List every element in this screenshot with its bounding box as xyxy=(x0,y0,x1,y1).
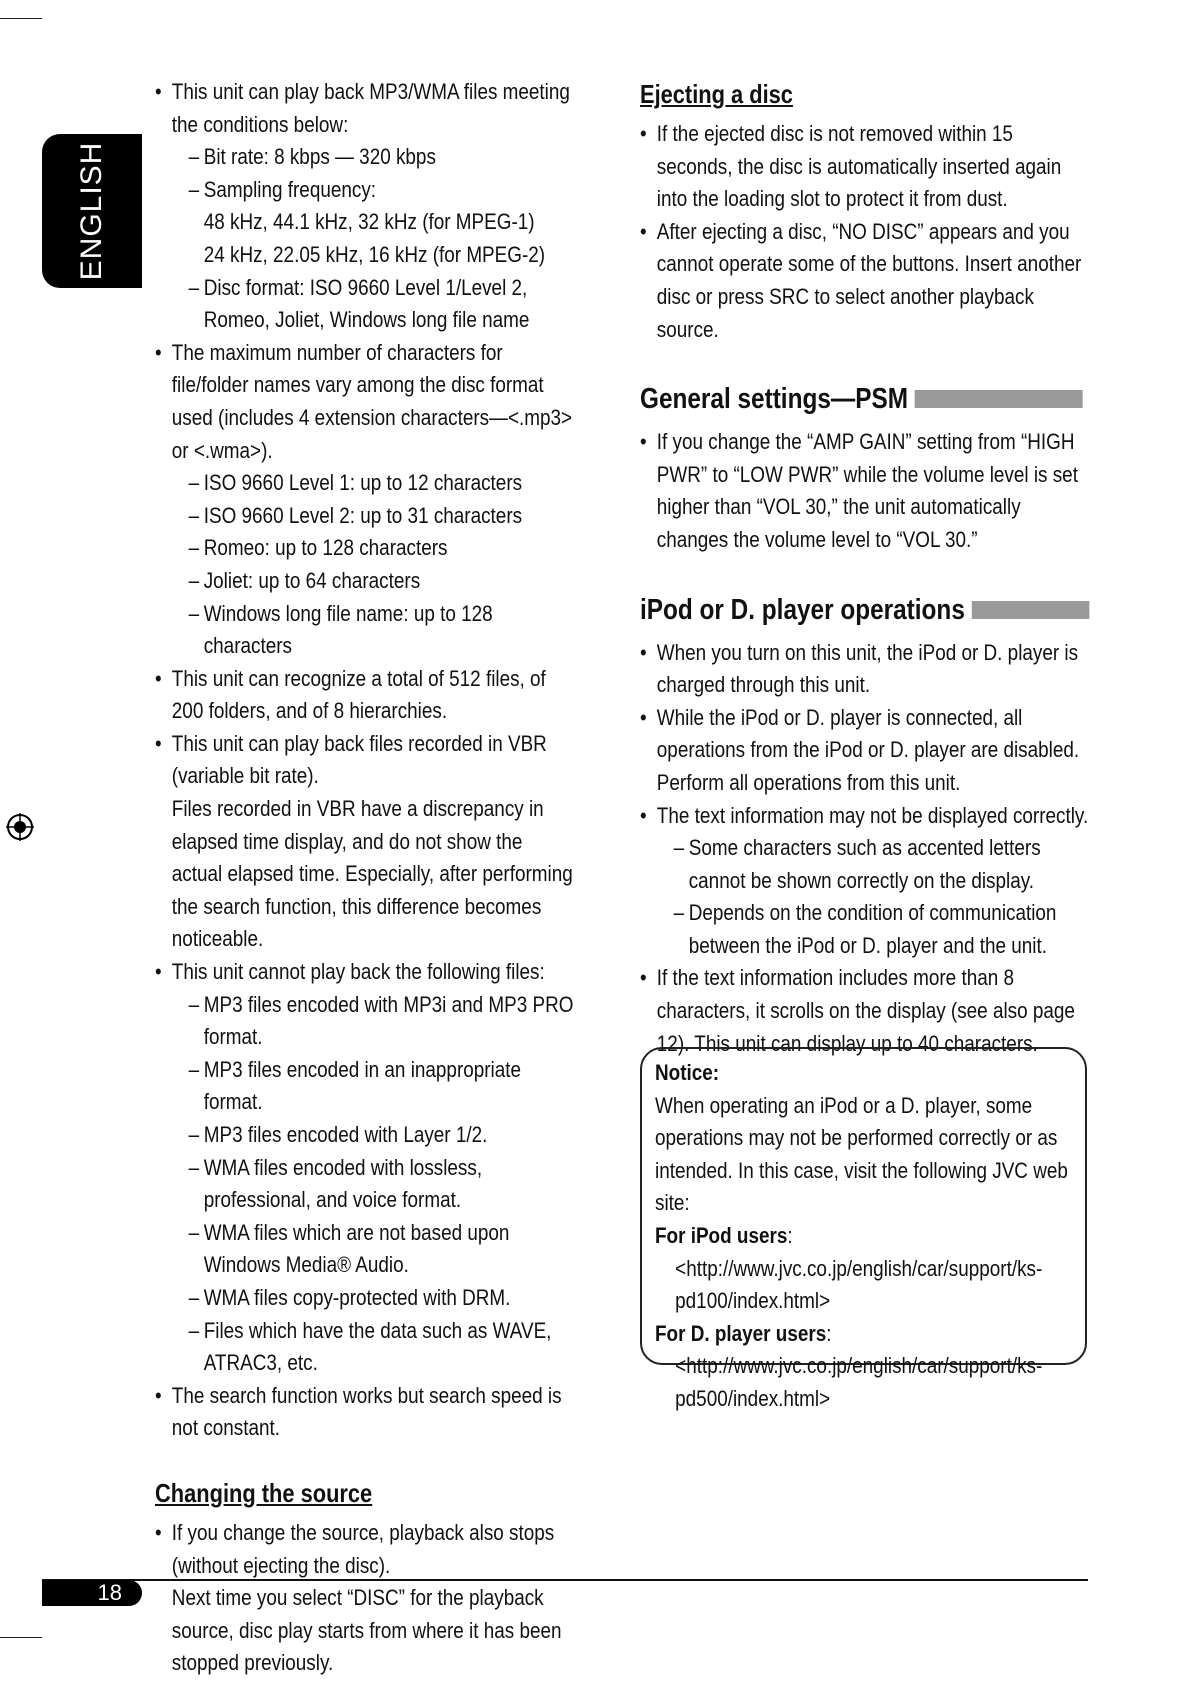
sub-item: – Files which have the data such as WAVE, ATRAC3, etc. xyxy=(172,1315,575,1380)
sub-item: – Depends on the condition of communication between the iPod or D. player and the unit. xyxy=(657,897,1090,962)
sub-item: – WMA files encoded with lossless, professional, and voice format. xyxy=(172,1152,575,1217)
list-item: • After ejecting a disc, “NO DISC” appears and you cannot operate some of the buttons. Insert another disc or press SRC to select another playback source. xyxy=(640,216,1089,346)
crop-mark xyxy=(0,18,42,19)
list-item: • If you change the “AMP GAIN” setting from “HIGH PWR” to “LOW PWR” while the volume level is set higher than “VOL 30,” the unit automatically changes the volume level to “VOL 30.” xyxy=(640,426,1089,556)
sub-item: – Some characters such as accented letters cannot be shown correctly on the display. xyxy=(657,832,1090,897)
sub-item: – Windows long file name: up to 128 characters xyxy=(172,598,575,663)
sub-item: – ISO 9660 Level 1: up to 12 characters xyxy=(172,467,575,500)
crop-mark xyxy=(0,1637,42,1638)
list-item: • If you change the source, playback also stops (without ejecting the disc). Next time you select “DISC” for the playback source, disc play starts from where it has been stopped previously. xyxy=(155,1517,575,1680)
sub-item: – WMA files which are not based upon Windows Media® Audio. xyxy=(172,1217,575,1282)
changing-source-heading: Changing the source xyxy=(155,1477,373,1508)
notice-body: When operating an iPod or a D. player, some operations may not be performed correctly or as intended. In this case, visit the following JVC web site: xyxy=(655,1092,1068,1216)
general-settings-heading: General settings—PSM xyxy=(640,380,1089,418)
left-column xyxy=(155,76,575,1680)
notice-ipod-link: For iPod users: <http://www.jvc.co.jp/english/car/support/ks-pd100/index.html> xyxy=(655,1222,1043,1314)
list-item: • If the ejected disc is not removed within 15 seconds, the disc is automatically inserted again into the loading slot to protect it from dust. xyxy=(640,118,1089,216)
sub-item: – Joliet: up to 64 characters xyxy=(172,565,575,598)
sub-item: – MP3 files encoded with Layer 1/2. xyxy=(172,1119,575,1152)
language-tab-label: ENGLISH xyxy=(75,141,108,281)
list-item: • While the iPod or D. player is connected, all operations from the iPod or D. player are disabled. Perform all operations from this unit. xyxy=(640,702,1089,800)
sub-item: – Bit rate: 8 kbps — 320 kbps xyxy=(172,141,575,174)
sub-item: – MP3 files encoded in an inappropriate format. xyxy=(172,1054,575,1119)
right-column xyxy=(640,76,1089,1060)
sub-item: – Sampling frequency: 48 kHz, 44.1 kHz, 32 kHz (for MPEG-1) 24 kHz, 22.05 kHz, 16 kHz (for MPEG-2) xyxy=(172,174,575,272)
list-item: • If the text information includes more than 8 characters, it scrolls on the display (see also page 12). This unit can display up to 40 characters. xyxy=(640,962,1089,1060)
sub-item: – Disc format: ISO 9660 Level 1/Level 2, Romeo, Joliet, Windows long file name xyxy=(172,272,575,337)
ipod-operations-heading: iPod or D. player operations xyxy=(640,591,1089,629)
list-item: • When you turn on this unit, the iPod or D. player is charged through this unit. xyxy=(640,637,1089,702)
sub-item: – Romeo: up to 128 characters xyxy=(172,532,575,565)
list-item: • This unit cannot play back the following files: – MP3 files encoded with MP3i and MP3 PRO format. – MP3 files encoded in an inappropriate format. – MP3 files encoded with Layer 1/2. – WMA files encoded with lossless, professional, and voice format. – WMA files which are not based upon Windows Media® Audio. – WMA files copy-protected with DRM. – Files which have the data such as WAVE, ATRAC3, etc. xyxy=(155,956,575,1380)
sub-item: – MP3 files encoded with MP3i and MP3 PRO format. xyxy=(172,989,575,1054)
list-item: • The maximum number of characters for file/folder names vary among the disc format used (includes 4 extension characters—<.mp3> or <.wma>). – ISO 9660 Level 1: up to 12 characters – ISO 9660 Level 2: up to 31 characters – Romeo: up to 128 characters – Joliet: up to 64 characters – Windows long file name: up to 128 characters xyxy=(155,337,575,663)
registration-mark-icon xyxy=(6,813,34,841)
list-item: • The text information may not be displayed correctly. – Some characters such as accented letters cannot be shown correctly on the display. – Depends on the condition of communication between the iPod or D. player and the unit. xyxy=(640,800,1089,963)
list-item: • This unit can recognize a total of 512 files, of 200 folders, and of 8 hierarchies. xyxy=(155,663,575,728)
ejecting-disc-heading: Ejecting a disc xyxy=(640,79,793,109)
sub-item: – WMA files copy-protected with DRM. xyxy=(172,1282,575,1315)
language-tab xyxy=(42,134,142,288)
notice-content xyxy=(655,1057,1092,1416)
heading-bar xyxy=(972,601,1090,619)
list-item: • This unit can play back MP3/WMA files meeting the conditions below: – Bit rate: 8 kbps — 320 kbps – Sampling frequency: 48 kHz, 44.1 kHz, 32 kHz (for MPEG-1) 24 kHz, 22.05 kHz, 16 kHz (for MPEG-2) – Disc format: ISO 9660 Level 1/Level 2, Romeo, Joliet, Windows long file name xyxy=(155,76,575,337)
page-number: 18 xyxy=(42,1580,142,1606)
heading-bar xyxy=(915,390,1083,408)
sub-item: – ISO 9660 Level 2: up to 31 characters xyxy=(172,500,575,533)
notice-dplayer-link: For D. player users: <http://www.jvc.co.jp/english/car/support/ks-pd500/index.html> xyxy=(655,1320,1043,1411)
list-item: • This unit can play back files recorded in VBR (variable bit rate). Files recorded in VBR have a discrepancy in elapsed time display, and do not show the actual elapsed time. Especially, after performing the search function, this difference becomes noticeable. xyxy=(155,728,575,956)
notice-title: Notice: xyxy=(655,1060,720,1085)
list-item: • The search function works but search speed is not constant. xyxy=(155,1380,575,1445)
footer-rule xyxy=(42,1579,1088,1581)
